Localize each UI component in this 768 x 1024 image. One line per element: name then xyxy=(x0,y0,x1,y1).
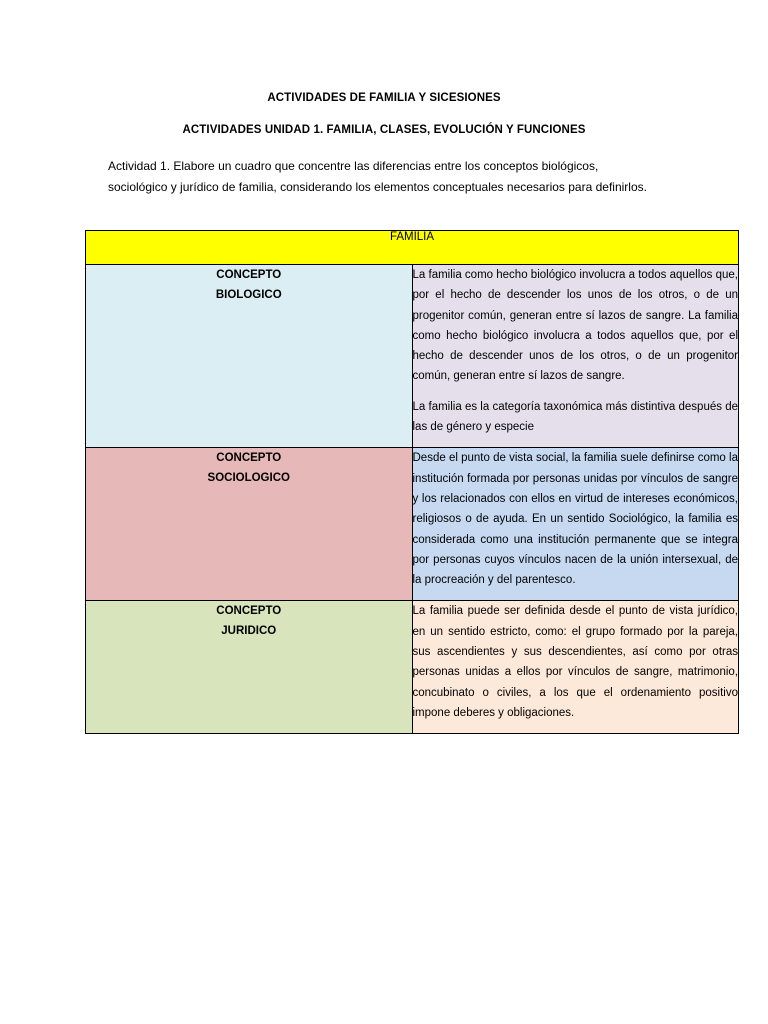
label-concepto-sociologico xyxy=(86,448,413,601)
biologico-paragraph-2: La familia es la categoría taxonómica más distintiva después de las de género y especie xyxy=(412,400,738,434)
content-concepto-sociologico xyxy=(412,448,739,601)
table-header-familia: FAMILIA xyxy=(86,231,739,265)
label-line2: BIOLOGICO xyxy=(215,289,282,301)
document-title: ACTIVIDADES DE FAMILIA Y SICESIONES xyxy=(267,92,501,104)
family-concepts-table xyxy=(85,230,739,734)
table-row-biologico xyxy=(86,265,739,448)
biologico-paragraph-1: La familia como hecho biológico involucra a todos aquellos que, por el hecho de descender los unos de los otros, o de un progenitor común, generan entre sí lazos de sangre. La familia como hecho biológico involucra a todos aquellos que, por el hecho de descender unos de los otros, o de un progenitor común, generan entre sí lazos de sangre. xyxy=(412,269,738,383)
label-concepto-biologico xyxy=(86,265,413,448)
content-concepto-biologico xyxy=(412,265,739,448)
label-line2: JURIDICO xyxy=(221,625,277,638)
label-concepto-juridico xyxy=(86,601,413,734)
activity-instruction: Actividad 1. Elabore un cuadro que concentre las diferencias entre los conceptos biológicos, sociológico y jurídico de familia, considerando los elementos conceptuales necesarios para definirlos. xyxy=(108,159,647,194)
label-line1: CONCEPTO xyxy=(216,452,282,465)
table-row-juridico xyxy=(86,601,739,734)
table-header-row xyxy=(86,231,739,265)
label-line1: CONCEPTO xyxy=(216,269,282,281)
table-row-sociologico xyxy=(86,448,739,601)
label-line1: CONCEPTO xyxy=(216,605,282,618)
content-concepto-juridico xyxy=(412,601,739,734)
document-subtitle: ACTIVIDADES UNIDAD 1. FAMILIA, CLASES, EVOLUCIÓN Y FUNCIONES xyxy=(182,124,586,136)
label-line2: SOCIOLOGICO xyxy=(207,472,290,485)
juridico-paragraph-1: La familia puede ser definida desde el punto de vista jurídico, en un sentido estricto, como: el grupo formado por la pareja, sus ascendientes y sus descendientes, así como por otras personas unidas a ellos por vínculos de sangre, matrimonio, concubinato o civiles, a los que el ordenamiento positivo impone deberes y obligaciones. xyxy=(412,605,738,719)
sociologico-paragraph-1: Desde el punto de vista social, la familia suele definirse como la institución formada por personas unidas por vínculos de sangre y los relacionados con ellos en virtud de intereses económicos, religiosos o de ayuda. En un sentido Sociológico, la familia es considerada como una institución permanente que se integra por personas cuyos vínculos nacen de la unión intersexual, de la procreación y del parentesco. xyxy=(412,452,738,587)
